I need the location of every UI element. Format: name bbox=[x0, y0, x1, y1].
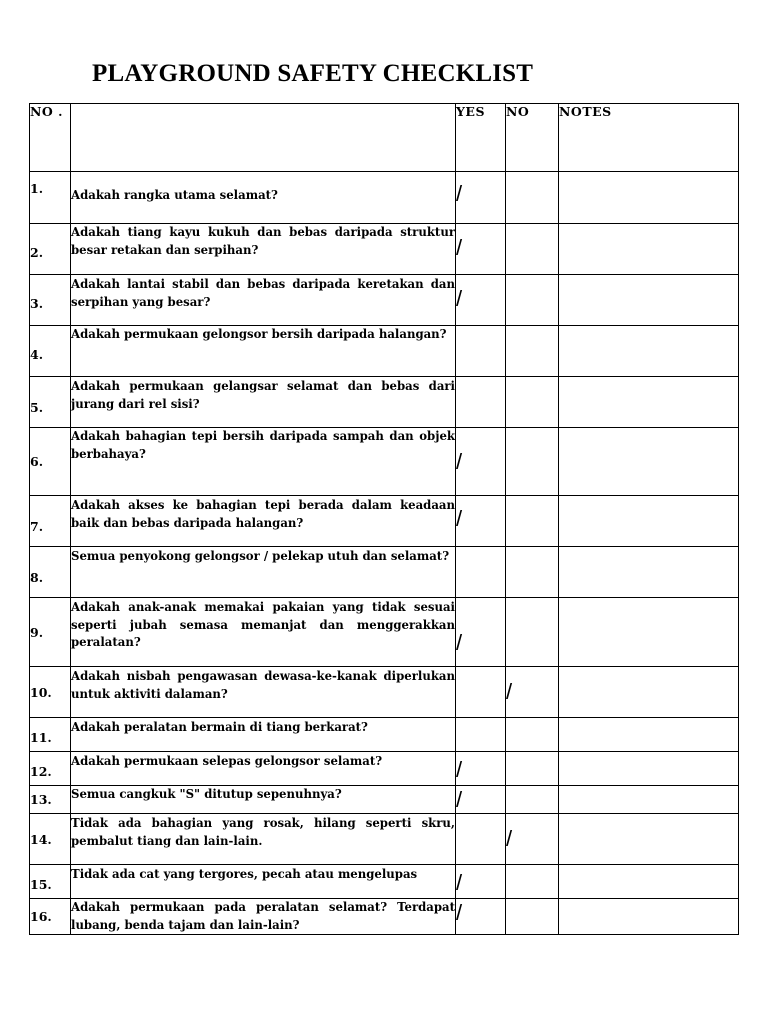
row-question: Adakah akses ke bahagian tepi berada dalam keadaan baik dan bebas daripada halangan? bbox=[71, 496, 456, 547]
yes-mark bbox=[456, 718, 506, 752]
yes-mark: / bbox=[456, 865, 506, 899]
row-number: 2. bbox=[30, 224, 71, 275]
yes-mark: / bbox=[456, 428, 506, 496]
notes-cell bbox=[559, 547, 739, 598]
no-mark bbox=[506, 172, 559, 224]
yes-mark: / bbox=[456, 598, 506, 667]
row-number: 5. bbox=[30, 377, 71, 428]
notes-cell bbox=[559, 224, 739, 275]
row-question: Semua penyokong gelongsor / pelekap utuh dan selamat? bbox=[71, 547, 456, 598]
yes-mark: / bbox=[456, 275, 506, 326]
page-title: PLAYGROUND SAFETY CHECKLIST bbox=[92, 60, 534, 87]
yes-mark: / bbox=[456, 752, 506, 786]
table-row bbox=[30, 428, 739, 496]
row-question: Adakah permukaan selepas gelongsor selamat? bbox=[71, 752, 456, 786]
row-number: 16. bbox=[30, 899, 71, 935]
notes-cell bbox=[559, 718, 739, 752]
notes-cell bbox=[559, 899, 739, 935]
notes-cell bbox=[559, 496, 739, 547]
row-number: 6. bbox=[30, 428, 71, 496]
table-row bbox=[30, 899, 739, 935]
table-row bbox=[30, 786, 739, 814]
no-mark: / bbox=[506, 667, 559, 718]
yes-mark: / bbox=[456, 172, 506, 224]
header-row bbox=[30, 104, 739, 172]
table-row bbox=[30, 326, 739, 377]
no-mark bbox=[506, 496, 559, 547]
yes-mark: / bbox=[456, 786, 506, 814]
header-yes: YES bbox=[456, 104, 506, 172]
yes-mark bbox=[456, 667, 506, 718]
row-number: 12. bbox=[30, 752, 71, 786]
row-question: Adakah permukaan gelangsar selamat dan bebas dari jurang dari rel sisi? bbox=[71, 377, 456, 428]
row-question: Adakah bahagian tepi bersih daripada sampah dan objek berbahaya? bbox=[71, 428, 456, 496]
row-question: Adakah permukaan gelongsor bersih daripada halangan? bbox=[71, 326, 456, 377]
notes-cell bbox=[559, 326, 739, 377]
table-row bbox=[30, 172, 739, 224]
row-number: 4. bbox=[30, 326, 71, 377]
row-question: Tidak ada bahagian yang rosak, hilang seperti skru, pembalut tiang dan lain-lain. bbox=[71, 814, 456, 865]
table-row bbox=[30, 598, 739, 667]
table-row bbox=[30, 865, 739, 899]
no-mark bbox=[506, 598, 559, 667]
table-row bbox=[30, 547, 739, 598]
table-row bbox=[30, 496, 739, 547]
notes-cell bbox=[559, 172, 739, 224]
row-question: Adakah tiang kayu kukuh dan bebas daripada struktur besar retakan dan serpihan? bbox=[71, 224, 456, 275]
yes-mark: / bbox=[456, 224, 506, 275]
no-mark bbox=[506, 326, 559, 377]
notes-cell bbox=[559, 786, 739, 814]
row-number: 3. bbox=[30, 275, 71, 326]
no-mark bbox=[506, 786, 559, 814]
no-mark bbox=[506, 899, 559, 935]
no-mark bbox=[506, 224, 559, 275]
yes-mark bbox=[456, 326, 506, 377]
no-mark bbox=[506, 547, 559, 598]
table-row bbox=[30, 752, 739, 786]
row-question: Adakah lantai stabil dan bebas daripada keretakan dan serpihan yang besar? bbox=[71, 275, 456, 326]
notes-cell bbox=[559, 667, 739, 718]
row-question: Adakah anak-anak memakai pakaian yang tidak sesuai seperti jubah semasa memanjat dan menggerakkan peralatan? bbox=[71, 598, 456, 667]
row-number: 13. bbox=[30, 786, 71, 814]
table-row bbox=[30, 377, 739, 428]
no-mark bbox=[506, 275, 559, 326]
row-question: Tidak ada cat yang tergores, pecah atau mengelupas bbox=[71, 865, 456, 899]
row-number: 10. bbox=[30, 667, 71, 718]
yes-mark: / bbox=[456, 496, 506, 547]
no-mark bbox=[506, 377, 559, 428]
table-row bbox=[30, 224, 739, 275]
no-mark bbox=[506, 752, 559, 786]
row-question: Semua cangkuk "S" ditutup sepenuhnya? bbox=[71, 786, 456, 814]
notes-cell bbox=[559, 428, 739, 496]
row-number: 1. bbox=[30, 172, 71, 224]
no-mark bbox=[506, 428, 559, 496]
table-row bbox=[30, 814, 739, 865]
notes-cell bbox=[559, 598, 739, 667]
notes-cell bbox=[559, 814, 739, 865]
row-number: 14. bbox=[30, 814, 71, 865]
header-no-answer: NO bbox=[506, 104, 559, 172]
yes-mark bbox=[456, 377, 506, 428]
table-row bbox=[30, 667, 739, 718]
header-question bbox=[71, 104, 456, 172]
row-number: 11. bbox=[30, 718, 71, 752]
row-question: Adakah nisbah pengawasan dewasa-ke-kanak diperlukan untuk aktiviti dalaman? bbox=[71, 667, 456, 718]
row-number: 8. bbox=[30, 547, 71, 598]
yes-mark bbox=[456, 547, 506, 598]
row-number: 9. bbox=[30, 598, 71, 667]
notes-cell bbox=[559, 275, 739, 326]
no-mark bbox=[506, 718, 559, 752]
row-number: 7. bbox=[30, 496, 71, 547]
row-question: Adakah rangka utama selamat? bbox=[71, 172, 456, 224]
row-number: 15. bbox=[30, 865, 71, 899]
row-question: Adakah permukaan pada peralatan selamat? Terdapat lubang, benda tajam dan lain-lain? bbox=[71, 899, 456, 935]
table-row bbox=[30, 275, 739, 326]
notes-cell bbox=[559, 865, 739, 899]
header-no: NO . bbox=[30, 104, 71, 172]
yes-mark bbox=[456, 814, 506, 865]
table-row bbox=[30, 718, 739, 752]
row-question: Adakah peralatan bermain di tiang berkarat? bbox=[71, 718, 456, 752]
no-mark: / bbox=[506, 814, 559, 865]
notes-cell bbox=[559, 752, 739, 786]
yes-mark: / bbox=[456, 899, 506, 935]
header-notes: NOTES bbox=[559, 104, 739, 172]
checklist-table bbox=[29, 103, 739, 935]
notes-cell bbox=[559, 377, 739, 428]
no-mark bbox=[506, 865, 559, 899]
